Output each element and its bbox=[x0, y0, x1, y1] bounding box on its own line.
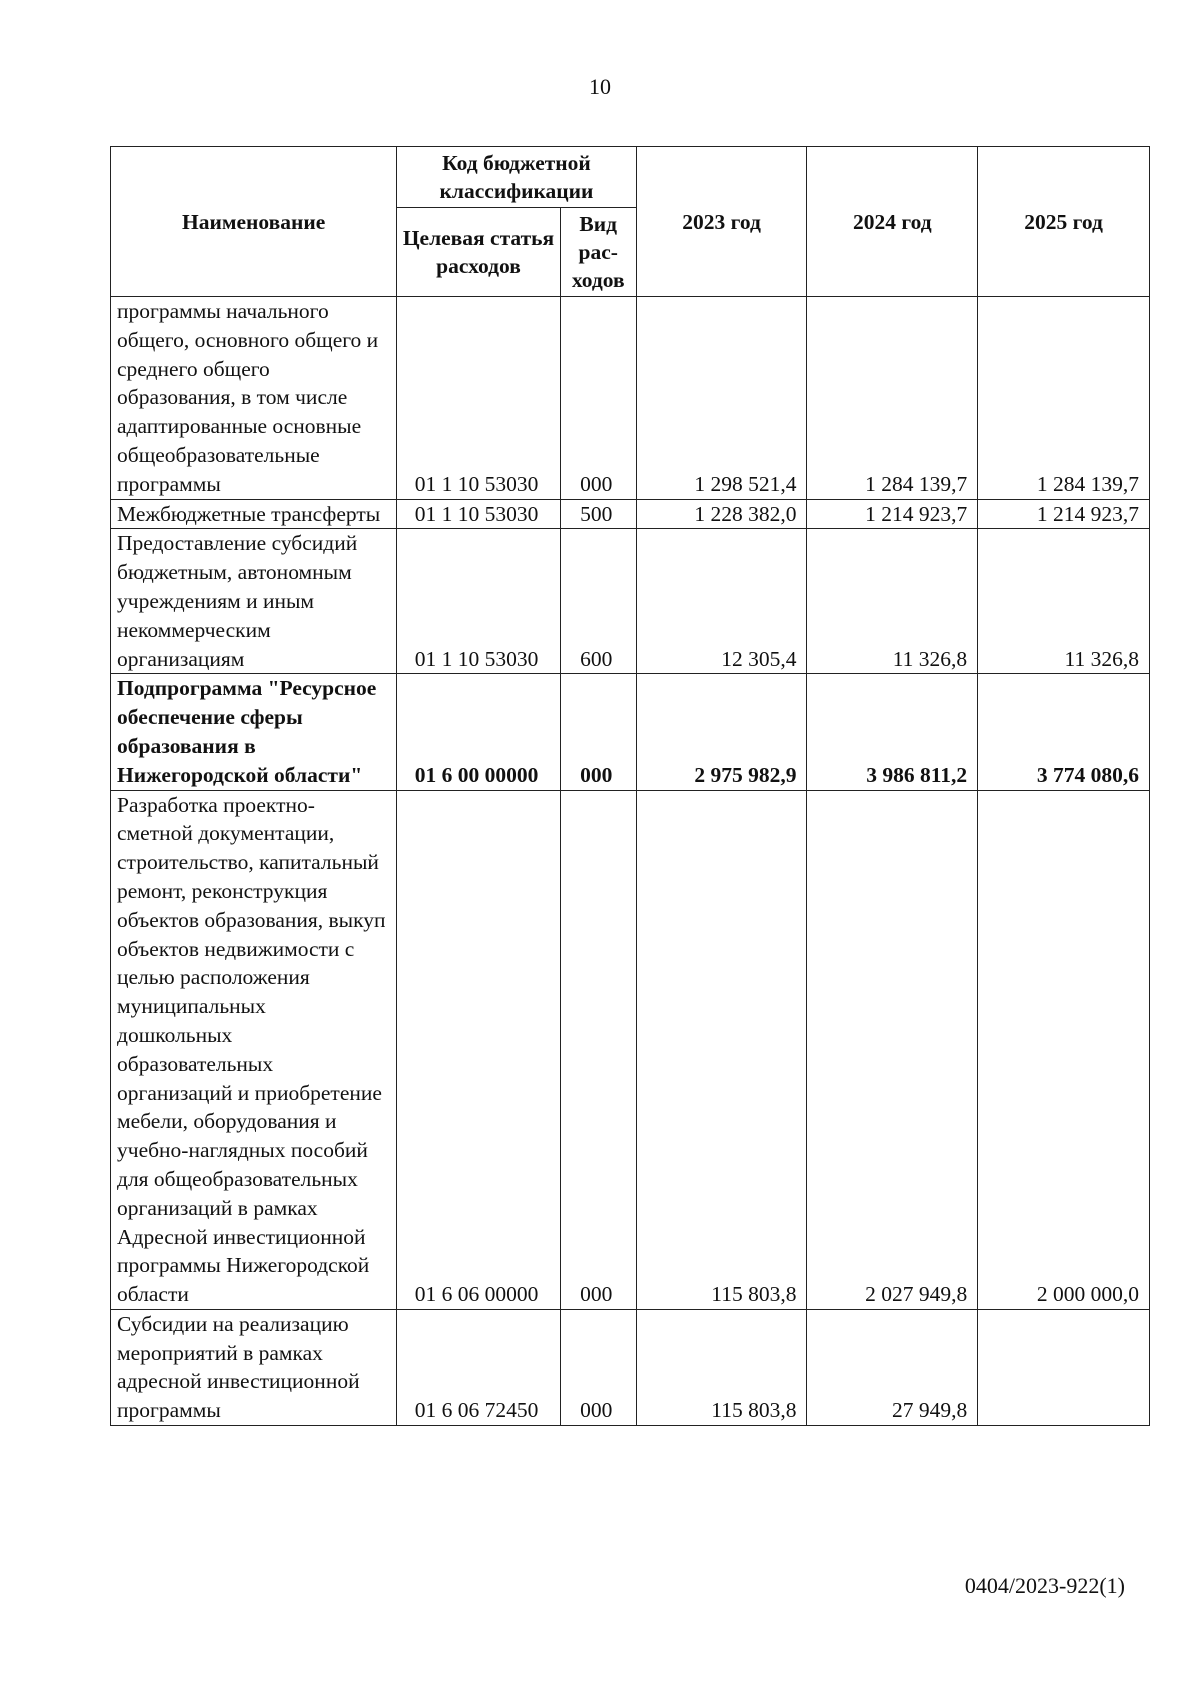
row-value-2025 bbox=[978, 1309, 1150, 1425]
row-target-article: 01 6 00 00000 bbox=[397, 674, 560, 790]
row-value-2024: 2 027 949,8 bbox=[807, 790, 978, 1309]
row-value-2025: 1 214 923,7 bbox=[978, 499, 1150, 529]
table-row bbox=[111, 790, 1150, 1309]
row-value-2023: 1 228 382,0 bbox=[636, 499, 807, 529]
table-row-subprogram bbox=[111, 674, 1150, 790]
row-expense-type: 000 bbox=[560, 790, 636, 1309]
row-value-2025: 1 284 139,7 bbox=[978, 297, 1150, 500]
row-value-2025: 3 774 080,6 bbox=[978, 674, 1150, 790]
row-target-article: 01 1 10 53030 bbox=[397, 499, 560, 529]
table-row bbox=[111, 499, 1150, 529]
row-name: Субсидии на реализацию мероприятий в рамках адресной инвестиционной программы bbox=[111, 1309, 397, 1425]
row-name: Подпрограмма "Ресурсное обеспечение сферы образования в Нижегородской области" bbox=[111, 674, 397, 790]
budget-table bbox=[110, 146, 1150, 1426]
header-classification: Код бюджетной классификации bbox=[397, 147, 636, 208]
row-name: программы начального общего, основного общего и среднего общего образования, в том числе адаптированные основные общеобразовательные программы bbox=[111, 297, 397, 500]
row-target-article: 01 1 10 53030 bbox=[397, 529, 560, 674]
header-year-2023: 2023 год bbox=[636, 147, 807, 297]
row-value-2024: 1 214 923,7 bbox=[807, 499, 978, 529]
header-year-2024: 2024 год bbox=[807, 147, 978, 297]
row-value-2023: 115 803,8 bbox=[636, 790, 807, 1309]
page-number: 10 bbox=[589, 74, 611, 99]
table-header-row bbox=[111, 147, 1150, 208]
row-value-2023: 12 305,4 bbox=[636, 529, 807, 674]
row-value-2024: 1 284 139,7 bbox=[807, 297, 978, 500]
row-name: Межбюджетные трансферты bbox=[111, 499, 397, 529]
row-value-2025: 2 000 000,0 bbox=[978, 790, 1150, 1309]
row-expense-type: 600 bbox=[560, 529, 636, 674]
row-target-article: 01 6 06 72450 bbox=[397, 1309, 560, 1425]
row-value-2023: 115 803,8 bbox=[636, 1309, 807, 1425]
header-expense-type: Вид рас-ходов bbox=[560, 208, 636, 297]
row-target-article: 01 1 10 53030 bbox=[397, 297, 560, 500]
row-expense-type: 000 bbox=[560, 1309, 636, 1425]
row-value-2024: 3 986 811,2 bbox=[807, 674, 978, 790]
row-name: Разработка проектно-сметной документации, строительство, капитальный ремонт, реконструкция объектов образования, выкуп объектов недвижимости с целью расположения муниципальных дошкольных образовательных организаций и приобретение мебели, оборудования и учебно-наглядных пособий для общеобразовательных организаций в рамках Адресной инвестиционной программы Нижегородской области bbox=[111, 790, 397, 1309]
row-value-2024: 11 326,8 bbox=[807, 529, 978, 674]
row-value-2023: 2 975 982,9 bbox=[636, 674, 807, 790]
row-value-2025: 11 326,8 bbox=[978, 529, 1150, 674]
row-name: Предоставление субсидий бюджетным, автономным учреждениям и иным некоммерческим организациям bbox=[111, 529, 397, 674]
row-target-article: 01 6 06 00000 bbox=[397, 790, 560, 1309]
table-row bbox=[111, 529, 1150, 674]
header-year-2025: 2025 год bbox=[978, 147, 1150, 297]
table-row bbox=[111, 1309, 1150, 1425]
header-target-article: Целевая статья расходов bbox=[397, 208, 560, 297]
row-expense-type: 000 bbox=[560, 674, 636, 790]
header-name: Наименование bbox=[111, 147, 397, 297]
row-value-2024: 27 949,8 bbox=[807, 1309, 978, 1425]
row-value-2023: 1 298 521,4 bbox=[636, 297, 807, 500]
table-row bbox=[111, 297, 1150, 500]
document-registration-code: 0404/2023-922(1) bbox=[964, 1573, 1125, 1598]
row-expense-type: 000 bbox=[560, 297, 636, 500]
row-expense-type: 500 bbox=[560, 499, 636, 529]
